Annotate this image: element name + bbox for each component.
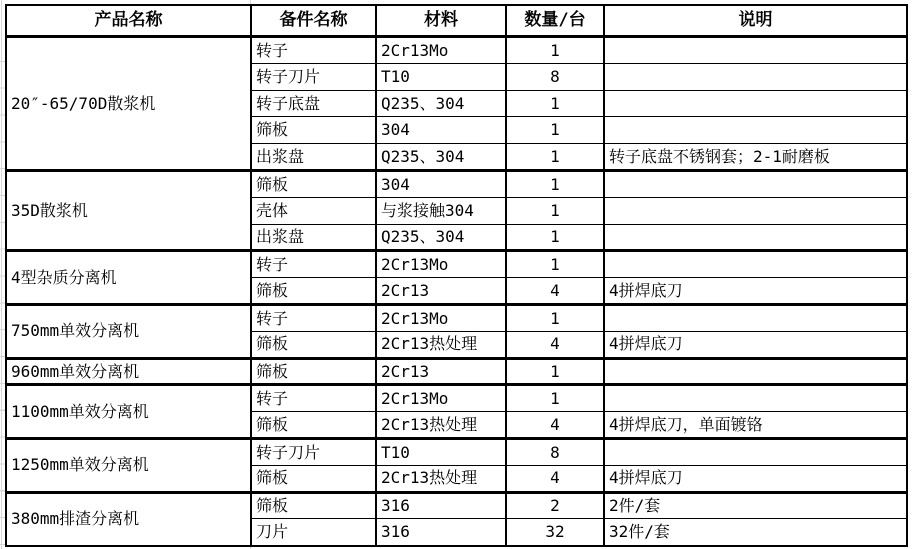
qty-cell: 1 bbox=[506, 170, 604, 197]
note-cell bbox=[604, 63, 907, 90]
product-cell: 4型杂质分离机 bbox=[6, 251, 251, 305]
qty-cell: 4 bbox=[506, 331, 604, 358]
qty-cell: 1 bbox=[506, 304, 604, 331]
header-row bbox=[6, 5, 907, 37]
material-cell: 2Cr13Mo bbox=[376, 304, 506, 331]
product-cell: 20″-65/70D散浆机 bbox=[6, 37, 251, 171]
qty-cell: 1 bbox=[506, 197, 604, 224]
qty-cell: 4 bbox=[506, 465, 604, 492]
note-cell bbox=[604, 251, 907, 278]
table-row bbox=[6, 37, 907, 64]
product-cell: 750mm单效分离机 bbox=[6, 304, 251, 358]
table-row bbox=[6, 170, 907, 197]
qty-cell: 8 bbox=[506, 438, 604, 465]
material-cell: 2Cr13Mo bbox=[376, 251, 506, 278]
note-cell: 转子底盘不锈钢套；2-1耐磨板 bbox=[604, 144, 907, 171]
qty-cell: 4 bbox=[506, 412, 604, 439]
material-cell: 304 bbox=[376, 117, 506, 144]
note-cell bbox=[604, 37, 907, 64]
material-cell: 与浆接触304 bbox=[376, 197, 506, 224]
header-part: 备件名称 bbox=[251, 5, 376, 37]
material-cell: 304 bbox=[376, 170, 506, 197]
note-cell: 2件/套 bbox=[604, 492, 907, 519]
note-cell bbox=[604, 197, 907, 224]
qty-cell: 4 bbox=[506, 278, 604, 305]
material-cell: Q235、304 bbox=[376, 224, 506, 251]
part-cell: 筛板 bbox=[251, 170, 376, 197]
table-row bbox=[6, 358, 907, 385]
part-cell: 转子 bbox=[251, 385, 376, 412]
part-cell: 壳体 bbox=[251, 197, 376, 224]
part-cell: 刀片 bbox=[251, 519, 376, 546]
spare-parts-table bbox=[5, 4, 908, 547]
material-cell: Q235、304 bbox=[376, 144, 506, 171]
qty-cell: 8 bbox=[506, 63, 604, 90]
part-cell: 转子 bbox=[251, 304, 376, 331]
part-cell: 转子 bbox=[251, 37, 376, 64]
note-cell bbox=[604, 224, 907, 251]
part-cell: 出浆盘 bbox=[251, 224, 376, 251]
part-cell: 转子刀片 bbox=[251, 63, 376, 90]
part-cell: 筛板 bbox=[251, 278, 376, 305]
qty-cell: 1 bbox=[506, 251, 604, 278]
excel-gridline-left-edge bbox=[1, 0, 2, 549]
material-cell: 2Cr13热处理 bbox=[376, 331, 506, 358]
material-cell: 2Cr13热处理 bbox=[376, 465, 506, 492]
material-cell: 2Cr13热处理 bbox=[376, 412, 506, 439]
part-cell: 筛板 bbox=[251, 492, 376, 519]
note-cell bbox=[604, 438, 907, 465]
header-product: 产品名称 bbox=[6, 5, 251, 37]
qty-cell: 1 bbox=[506, 144, 604, 171]
note-cell bbox=[604, 90, 907, 117]
note-cell bbox=[604, 117, 907, 144]
note-cell: 32件/套 bbox=[604, 519, 907, 546]
table-row bbox=[6, 385, 907, 412]
qty-cell: 1 bbox=[506, 358, 604, 385]
qty-cell: 1 bbox=[506, 224, 604, 251]
product-cell: 1250mm单效分离机 bbox=[6, 438, 251, 492]
material-cell: 2Cr13Mo bbox=[376, 385, 506, 412]
note-cell bbox=[604, 170, 907, 197]
material-cell: 2Cr13Mo bbox=[376, 37, 506, 64]
product-cell: 1100mm单效分离机 bbox=[6, 385, 251, 439]
product-cell: 380mm排渣分离机 bbox=[6, 492, 251, 546]
material-cell: Q235、304 bbox=[376, 90, 506, 117]
part-cell: 出浆盘 bbox=[251, 144, 376, 171]
header-qty: 数量/台 bbox=[506, 5, 604, 37]
qty-cell: 1 bbox=[506, 90, 604, 117]
table-row bbox=[6, 251, 907, 278]
part-cell: 筛板 bbox=[251, 358, 376, 385]
note-cell: 4拼焊底刀 bbox=[604, 278, 907, 305]
product-cell: 35D散浆机 bbox=[6, 170, 251, 250]
part-cell: 筛板 bbox=[251, 465, 376, 492]
material-cell: 2Cr13 bbox=[376, 278, 506, 305]
part-cell: 筛板 bbox=[251, 117, 376, 144]
part-cell: 转子底盘 bbox=[251, 90, 376, 117]
note-cell: 4拼焊底刀，单面镀铬 bbox=[604, 412, 907, 439]
qty-cell: 1 bbox=[506, 37, 604, 64]
note-cell: 4拼焊底刀 bbox=[604, 331, 907, 358]
part-cell: 筛板 bbox=[251, 331, 376, 358]
header-material: 材料 bbox=[376, 5, 506, 37]
table-row bbox=[6, 492, 907, 519]
material-cell: 316 bbox=[376, 492, 506, 519]
qty-cell: 32 bbox=[506, 519, 604, 546]
qty-cell: 1 bbox=[506, 385, 604, 412]
material-cell: 316 bbox=[376, 519, 506, 546]
note-cell bbox=[604, 304, 907, 331]
note-cell bbox=[604, 358, 907, 385]
material-cell: T10 bbox=[376, 438, 506, 465]
table-row bbox=[6, 438, 907, 465]
part-cell: 转子 bbox=[251, 251, 376, 278]
part-cell: 筛板 bbox=[251, 412, 376, 439]
qty-cell: 1 bbox=[506, 117, 604, 144]
header-note: 说明 bbox=[604, 5, 907, 37]
note-cell: 4拼焊底刀 bbox=[604, 465, 907, 492]
qty-cell: 2 bbox=[506, 492, 604, 519]
part-cell: 转子刀片 bbox=[251, 438, 376, 465]
table-row bbox=[6, 304, 907, 331]
note-cell bbox=[604, 385, 907, 412]
material-cell: 2Cr13 bbox=[376, 358, 506, 385]
material-cell: T10 bbox=[376, 63, 506, 90]
product-cell: 960mm单效分离机 bbox=[6, 358, 251, 385]
